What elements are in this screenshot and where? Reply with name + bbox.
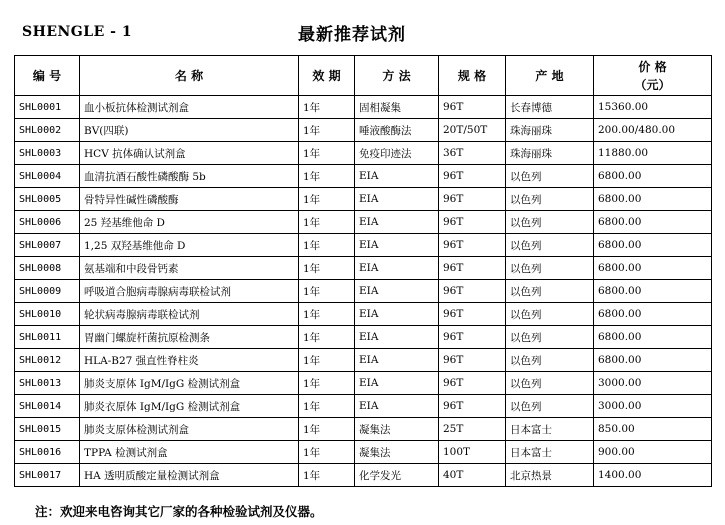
cell-spec: 96T [439,326,506,349]
table-row [15,395,712,418]
cell-spec: 96T [439,165,506,188]
cell-code: SHL0016 [15,441,80,464]
table-row [15,418,712,441]
cell-spec: 36T [439,142,506,165]
cell-code: SHL0015 [15,418,80,441]
cell-name: HCV 抗体确认试剂盒 [80,142,299,165]
cell-price: 6800.00 [594,211,712,234]
table-row [15,119,712,142]
cell-method: EIA [355,395,439,418]
cell-code: SHL0004 [15,165,80,188]
header-price-label: 价 格 [638,60,667,74]
table-row [15,96,712,119]
table-row [15,165,712,188]
table-row [15,257,712,280]
cell-origin: 日本富士 [506,418,594,441]
cell-validity: 1年 [299,441,355,464]
cell-origin: 北京热景 [506,464,594,487]
cell-code: SHL0006 [15,211,80,234]
cell-code: SHL0013 [15,372,80,395]
cell-method: EIA [355,372,439,395]
cell-origin: 长春博德 [506,96,594,119]
cell-price: 11880.00 [594,142,712,165]
cell-method: EIA [355,188,439,211]
cell-price: 1400.00 [594,464,712,487]
header-name: 名 称 [80,56,299,96]
table-row [15,326,712,349]
cell-price: 6800.00 [594,165,712,188]
cell-origin: 珠海丽珠 [506,142,594,165]
cell-method: 凝集法 [355,441,439,464]
cell-name: 氨基端和中段骨钙素 [80,257,299,280]
cell-origin: 以色列 [506,165,594,188]
cell-spec: 96T [439,280,506,303]
cell-validity: 1年 [299,96,355,119]
table-row [15,142,712,165]
cell-spec: 96T [439,234,506,257]
cell-spec: 40T [439,464,506,487]
cell-price: 15360.00 [594,96,712,119]
header-code: 编 号 [15,56,80,96]
cell-price: 6800.00 [594,326,712,349]
table-header-row [15,56,712,96]
cell-price: 850.00 [594,418,712,441]
cell-origin: 以色列 [506,188,594,211]
cell-code: SHL0007 [15,234,80,257]
cell-code: SHL0008 [15,257,80,280]
cell-code: SHL0001 [15,96,80,119]
cell-origin: 以色列 [506,280,594,303]
cell-name: 血清抗酒石酸性磷酸酶 5b [80,165,299,188]
cell-method: EIA [355,257,439,280]
cell-name: 血小板抗体检测试剂盒 [80,96,299,119]
cell-spec: 96T [439,349,506,372]
cell-name: 呼吸道合胞病毒腺病毒联检试剂 [80,280,299,303]
table-row [15,349,712,372]
table-row [15,303,712,326]
cell-origin: 以色列 [506,326,594,349]
table-row [15,211,712,234]
cell-spec: 25T [439,418,506,441]
header-price [594,56,712,96]
cell-name: TPPA 检测试剂盒 [80,441,299,464]
cell-method: EIA [355,303,439,326]
cell-price: 6800.00 [594,349,712,372]
header-method: 方 法 [355,56,439,96]
cell-method: EIA [355,280,439,303]
cell-method: EIA [355,326,439,349]
cell-origin: 珠海丽珠 [506,119,594,142]
table-row [15,188,712,211]
cell-origin: 以色列 [506,395,594,418]
cell-name: 骨特异性碱性磷酸酶 [80,188,299,211]
cell-validity: 1年 [299,234,355,257]
reagent-table [14,55,712,487]
cell-name: 25 羟基维他命 D [80,211,299,234]
cell-origin: 以色列 [506,234,594,257]
cell-validity: 1年 [299,257,355,280]
cell-name: 1,25 双羟基维他命 D [80,234,299,257]
cell-code: SHL0002 [15,119,80,142]
cell-price: 6800.00 [594,188,712,211]
cell-method: 固相凝集 [355,96,439,119]
cell-name: HLA-B27 强直性脊柱炎 [80,349,299,372]
cell-name: 肺炎支原体 IgM/IgG 检测试剂盒 [80,372,299,395]
header-spec: 规 格 [439,56,506,96]
cell-spec: 96T [439,372,506,395]
cell-code: SHL0014 [15,395,80,418]
cell-validity: 1年 [299,188,355,211]
cell-price: 900.00 [594,441,712,464]
cell-code: SHL0010 [15,303,80,326]
cell-method: EIA [355,234,439,257]
cell-validity: 1年 [299,464,355,487]
cell-spec: 96T [439,96,506,119]
cell-code: SHL0005 [15,188,80,211]
document-title: 最新推荐试剂 [298,25,406,45]
table-row [15,372,712,395]
cell-name: 肺炎支原体检测试剂盒 [80,418,299,441]
header-origin: 产 地 [506,56,594,96]
cell-validity: 1年 [299,280,355,303]
cell-spec: 96T [439,211,506,234]
cell-validity: 1年 [299,303,355,326]
cell-code: SHL0003 [15,142,80,165]
cell-origin: 日本富士 [506,441,594,464]
cell-validity: 1年 [299,165,355,188]
footer-note: 注：欢迎来电咨询其它厂家的各种检验试剂及仪器。 [35,504,323,519]
cell-name: 肺炎衣原体 IgM/IgG 检测试剂盒 [80,395,299,418]
cell-spec: 100T [439,441,506,464]
cell-validity: 1年 [299,119,355,142]
cell-method: EIA [355,165,439,188]
cell-name: HA 透明质酸定量检测试剂盒 [80,464,299,487]
cell-origin: 以色列 [506,257,594,280]
cell-name: BV(四联) [80,119,299,142]
cell-validity: 1年 [299,211,355,234]
cell-validity: 1年 [299,349,355,372]
cell-spec: 96T [439,395,506,418]
document-code: SHENGLE - 1 [22,24,133,40]
cell-code: SHL0009 [15,280,80,303]
cell-origin: 以色列 [506,372,594,395]
cell-origin: 以色列 [506,211,594,234]
cell-method: 凝集法 [355,418,439,441]
table-row [15,234,712,257]
cell-method: EIA [355,211,439,234]
cell-code: SHL0012 [15,349,80,372]
cell-code: SHL0017 [15,464,80,487]
cell-validity: 1年 [299,326,355,349]
cell-validity: 1年 [299,395,355,418]
cell-validity: 1年 [299,418,355,441]
cell-price: 3000.00 [594,395,712,418]
header-price-unit: （元） [634,78,671,92]
cell-name: 胃幽门螺旋杆菌抗原检测条 [80,326,299,349]
cell-spec: 96T [439,303,506,326]
cell-price: 3000.00 [594,372,712,395]
cell-origin: 以色列 [506,349,594,372]
cell-spec: 20T/50T [439,119,506,142]
cell-method: 化学发光 [355,464,439,487]
cell-method: 免疫印迹法 [355,142,439,165]
cell-name: 轮状病毒腺病毒联检试剂 [80,303,299,326]
cell-code: SHL0011 [15,326,80,349]
header-validity: 效 期 [299,56,355,96]
cell-validity: 1年 [299,372,355,395]
table-row [15,441,712,464]
cell-price: 6800.00 [594,257,712,280]
cell-spec: 96T [439,257,506,280]
cell-price: 200.00/480.00 [594,119,712,142]
cell-method: EIA [355,349,439,372]
table-row [15,280,712,303]
cell-spec: 96T [439,188,506,211]
table-row [15,464,712,487]
cell-price: 6800.00 [594,303,712,326]
cell-method: 唾液酸酶法 [355,119,439,142]
cell-origin: 以色列 [506,303,594,326]
cell-price: 6800.00 [594,280,712,303]
cell-validity: 1年 [299,142,355,165]
cell-price: 6800.00 [594,234,712,257]
